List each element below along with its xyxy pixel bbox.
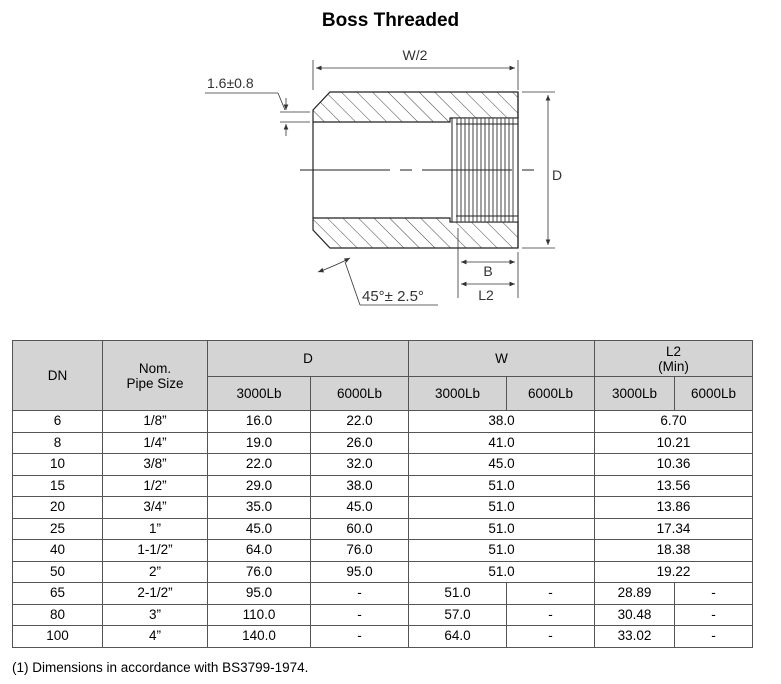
cell-d3000: 140.0 xyxy=(208,626,311,648)
header-nom-pipe-size: Nom. Pipe Size xyxy=(103,341,208,411)
header-d-3000: 3000Lb xyxy=(208,377,311,411)
cell-l2: 10.36 xyxy=(595,454,753,476)
cell-d3000: 110.0 xyxy=(208,604,311,626)
cell-dn: 15 xyxy=(13,475,103,497)
header-l2: L2 (Min) xyxy=(595,341,753,377)
header-w: W xyxy=(409,341,595,377)
cell-w: 41.0 xyxy=(409,432,595,454)
table-row xyxy=(13,432,753,454)
cell-dn: 40 xyxy=(13,540,103,562)
cell-l2-3000: 33.02 xyxy=(595,626,675,648)
cell-l2-6000: - xyxy=(675,604,753,626)
cell-w: 51.0 xyxy=(409,540,595,562)
cell-d3000: 29.0 xyxy=(208,475,311,497)
cell-l2-6000: - xyxy=(675,583,753,605)
cell-dn: 100 xyxy=(13,626,103,648)
cell-l2: 17.34 xyxy=(595,518,753,540)
header-w-6000: 6000Lb xyxy=(507,377,595,411)
cell-w: 38.0 xyxy=(409,411,595,433)
dim-chamfer: 1.6±0.8 xyxy=(207,75,254,91)
table-row xyxy=(13,583,753,605)
table-row xyxy=(13,454,753,476)
cell-d6000: 22.0 xyxy=(311,411,409,433)
header-d: D xyxy=(208,341,409,377)
dim-w-half: W/2 xyxy=(402,47,428,63)
cell-l2-6000: - xyxy=(675,626,753,648)
cell-w3000: 51.0 xyxy=(409,583,507,605)
cell-w: 45.0 xyxy=(409,454,595,476)
cell-d3000: 45.0 xyxy=(208,518,311,540)
page-title: Boss Threaded xyxy=(321,10,460,31)
cell-l2: 6.70 xyxy=(595,411,753,433)
cell-l2: 10.21 xyxy=(595,432,753,454)
table-row xyxy=(13,540,753,562)
cell-nps: 2” xyxy=(103,561,208,583)
cell-w3000: 57.0 xyxy=(409,604,507,626)
cell-d6000: 38.0 xyxy=(311,475,409,497)
cell-nps: 3/4” xyxy=(103,497,208,519)
cell-d6000: 60.0 xyxy=(311,518,409,540)
cell-l2-3000: 30.48 xyxy=(595,604,675,626)
header-l2-3000: 3000Lb xyxy=(595,377,675,411)
dim-d: D xyxy=(552,167,563,183)
table-row xyxy=(13,626,753,648)
cell-dn: 80 xyxy=(13,604,103,626)
cell-nps: 1/8” xyxy=(103,411,208,433)
body-section xyxy=(300,92,540,248)
cell-d3000: 76.0 xyxy=(208,561,311,583)
cell-d6000: - xyxy=(311,583,409,605)
cell-dn: 10 xyxy=(13,454,103,476)
cell-d3000: 19.0 xyxy=(208,432,311,454)
cell-l2: 13.86 xyxy=(595,497,753,519)
cell-l2-3000: 28.89 xyxy=(595,583,675,605)
cell-d3000: 22.0 xyxy=(208,454,311,476)
cell-nps: 2-1/2” xyxy=(103,583,208,605)
cell-dn: 20 xyxy=(13,497,103,519)
cell-d6000: - xyxy=(311,626,409,648)
cell-d6000: 95.0 xyxy=(311,561,409,583)
cell-l2: 13.56 xyxy=(595,475,753,497)
cell-w: 51.0 xyxy=(409,561,595,583)
cell-d3000: 95.0 xyxy=(208,583,311,605)
dim-angle: 45°± 2.5° xyxy=(362,288,424,305)
dim-b: B xyxy=(483,263,493,279)
cell-w: 51.0 xyxy=(409,497,595,519)
table-row xyxy=(13,561,753,583)
table-row xyxy=(13,497,753,519)
cell-d6000: 76.0 xyxy=(311,540,409,562)
cell-dn: 65 xyxy=(13,583,103,605)
cell-nps: 1/2” xyxy=(103,475,208,497)
cell-w6000: - xyxy=(507,604,595,626)
table-row xyxy=(13,475,753,497)
header-d-6000: 6000Lb xyxy=(311,377,409,411)
cell-nps: 1” xyxy=(103,518,208,540)
cell-d6000: 45.0 xyxy=(311,497,409,519)
header-l2-6000: 6000Lb xyxy=(675,377,753,411)
cell-d3000: 35.0 xyxy=(208,497,311,519)
cell-dn: 50 xyxy=(13,561,103,583)
footnote: (1) Dimensions in accordance with BS3799-1974. xyxy=(12,660,309,675)
cell-l2: 18.38 xyxy=(595,540,753,562)
header-w-3000: 3000Lb xyxy=(409,377,507,411)
cell-d6000: - xyxy=(311,604,409,626)
cell-w: 51.0 xyxy=(409,518,595,540)
cell-d3000: 16.0 xyxy=(208,411,311,433)
cell-nps: 1-1/2” xyxy=(103,540,208,562)
cell-w6000: - xyxy=(507,583,595,605)
cell-dn: 6 xyxy=(13,411,103,433)
cell-nps: 4” xyxy=(103,626,208,648)
cell-dn: 25 xyxy=(13,518,103,540)
cell-nps: 1/4” xyxy=(103,432,208,454)
cell-d6000: 32.0 xyxy=(311,454,409,476)
table-row xyxy=(13,518,753,540)
cell-dn: 8 xyxy=(13,432,103,454)
cell-nps: 3” xyxy=(103,604,208,626)
cell-w6000: - xyxy=(507,626,595,648)
dimension-table xyxy=(12,340,753,648)
table-row xyxy=(13,411,753,433)
cell-nps: 3/8” xyxy=(103,454,208,476)
cell-w: 51.0 xyxy=(409,475,595,497)
header-dn: DN xyxy=(13,341,103,411)
cell-d3000: 64.0 xyxy=(208,540,311,562)
cell-w3000: 64.0 xyxy=(409,626,507,648)
boss-drawing xyxy=(0,0,781,320)
dim-l2: L2 xyxy=(478,287,494,303)
table-row xyxy=(13,604,753,626)
cell-d6000: 26.0 xyxy=(311,432,409,454)
cell-l2: 19.22 xyxy=(595,561,753,583)
